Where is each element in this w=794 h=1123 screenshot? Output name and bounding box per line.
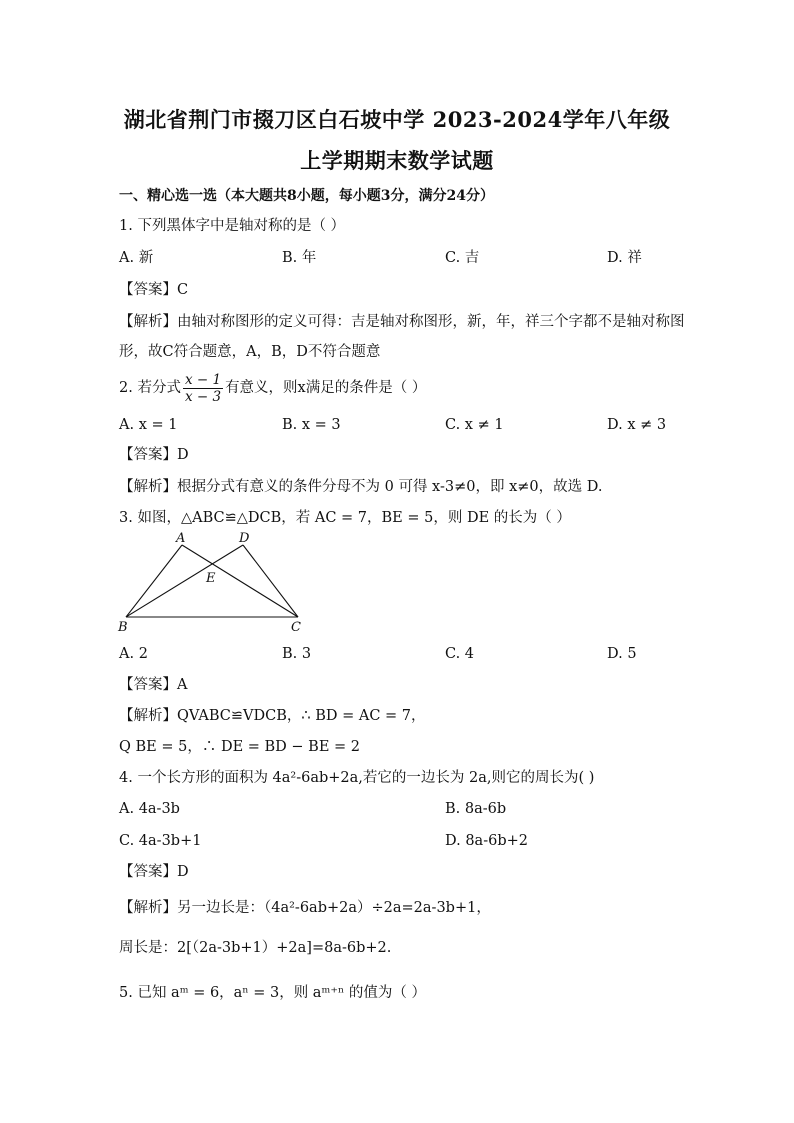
q4-option-b: B. 8a-6b	[445, 801, 507, 817]
q4-option-a: A. 4a-3b	[119, 801, 180, 817]
q4-answer: 【答案】D	[119, 864, 189, 880]
vertex-label-d: D	[239, 531, 250, 546]
q2-analysis: 【解析】根据分式有意义的条件分母不为 0 可得 x-3≠0，即 x≠0，故选 D.	[119, 479, 603, 495]
q3-option-d: D. 5	[607, 646, 637, 662]
q1-option-b: B. 年	[282, 250, 317, 266]
q2-fraction-numerator: x − 1	[184, 371, 222, 388]
segment-ac	[182, 545, 298, 617]
q3-option-a: A. 2	[119, 646, 148, 662]
title-line-1: 湖北省荆门市掇刀区白石坡中学 2023-2024学年八年级	[123, 107, 671, 132]
q3-option-c: C. 4	[445, 646, 475, 662]
title-line-2: 上学期期末数学试题	[300, 148, 494, 173]
segment-bd	[126, 545, 243, 617]
q2-stem-prefix: 2. 若分式	[119, 380, 181, 396]
q4-stem: 4. 一个长方形的面积为 4a²-6ab+2a,若它的一边长为 2a,则它的周长为( )	[119, 770, 595, 786]
q1-answer: 【答案】C	[119, 282, 189, 298]
q2-option-b: B. x = 3	[282, 417, 341, 433]
q3-triangle-figure	[112, 530, 312, 635]
section-heading: 一、精心选一选（本大题共8小题，每小题3分，满分24分）	[119, 188, 494, 204]
q1-analysis-line1: 【解析】由轴对称图形的定义可得：吉是轴对称图形，新，年，祥三个字都不是轴对称图	[119, 314, 685, 330]
segment-ba	[126, 545, 182, 617]
q2-fraction	[183, 372, 223, 405]
vertex-label-b: B	[118, 620, 128, 635]
q1-analysis-line2: 形，故C符合题意，A，B，D不符合题意	[119, 344, 381, 360]
q4-option-d: D. 8a-6b+2	[445, 833, 528, 849]
q2-stem	[119, 368, 426, 408]
q1-stem: 1. 下列黑体字中是轴对称的是（ ）	[119, 218, 346, 234]
q1-option-d: D. 祥	[607, 250, 642, 266]
q3-answer: 【答案】A	[119, 677, 188, 693]
q3-option-b: B. 3	[282, 646, 312, 662]
q2-option-d: D. x ≠ 3	[607, 417, 667, 433]
q4-analysis-line2: 周长是：2[（2a-3b+1）+2a]=8a-6b+2.	[119, 940, 392, 956]
q2-option-c: C. x ≠ 1	[445, 417, 504, 433]
q4-analysis-line1: 【解析】另一边长是：（4a²-6ab+2a）÷2a=2a-3b+1，	[119, 900, 491, 916]
segment-dc	[243, 545, 298, 617]
q2-option-a: A. x = 1	[119, 417, 178, 433]
q4-option-c: C. 4a-3b+1	[119, 833, 202, 849]
q1-option-a: A. 新	[119, 250, 154, 266]
q3-analysis-line2: Q BE = 5，∴ DE = BD − BE = 2	[119, 739, 360, 755]
q2-stem-suffix: 有意义，则x满足的条件是（ ）	[225, 380, 427, 396]
q2-answer: 【答案】D	[119, 447, 189, 463]
q2-fraction-denominator: x − 3	[184, 388, 222, 405]
point-label-e: E	[206, 571, 216, 586]
vertex-label-c: C	[291, 620, 301, 635]
vertex-label-a: A	[176, 531, 186, 546]
q3-stem: 3. 如图，△ABC≌△DCB，若 AC = 7，BE = 5，则 DE 的长为（ ）	[119, 510, 571, 526]
q3-analysis-line1: 【解析】QVABC≌VDCB，∴ BD = AC = 7，	[119, 708, 426, 724]
q5-stem: 5. 已知 aᵐ = 6，aⁿ = 3，则 aᵐ⁺ⁿ 的值为（ ）	[119, 985, 426, 1001]
q1-option-c: C. 吉	[445, 250, 480, 266]
